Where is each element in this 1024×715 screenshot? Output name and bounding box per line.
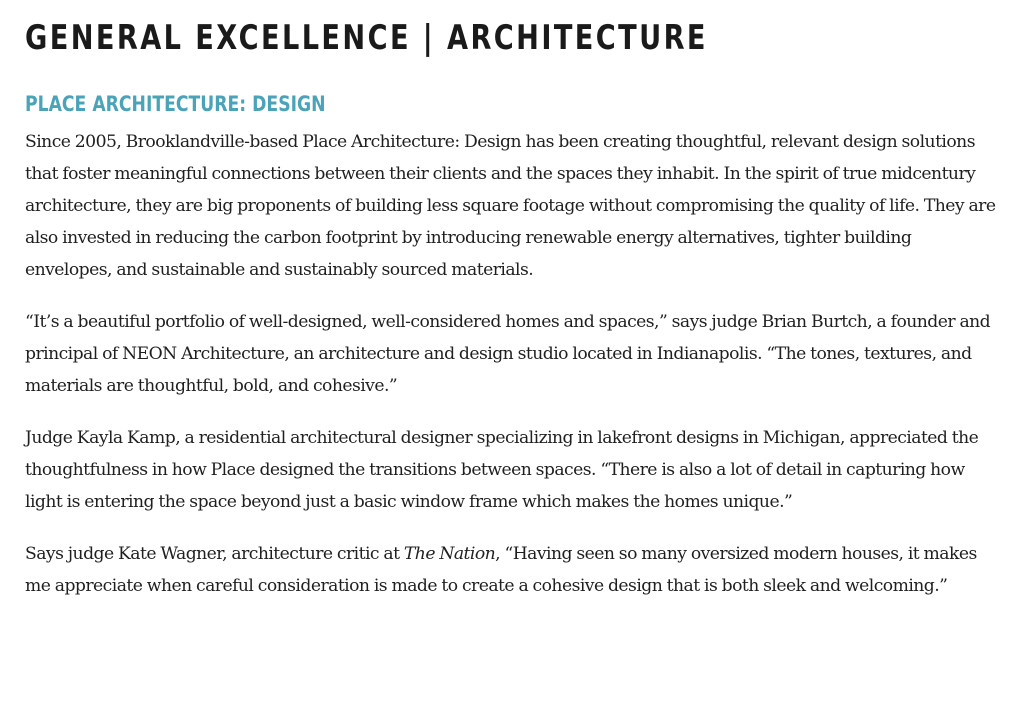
section-heading: PLACE ARCHITECTURE: DESIGN <box>25 92 326 116</box>
paragraph-quote-wagner-after: , “Having seen so many oversized modern houses, it makes me appreciate when careful consideration is made to create a cohesive design that is both sleek and welcoming.” <box>25 544 977 596</box>
paragraph-quote-kamp: Judge Kayla Kamp, a residential architectural designer specializing in lakefront designs in Michigan, appreciated the thoughtfulness in how Place designed the transitions between spaces. “There is also a lot of detail in capturing how light is entering the space beyond just a basic window frame which makes the homes unique.” <box>25 428 979 512</box>
paragraph-quote-wagner-before: Says judge Kate Wagner, architecture critic at <box>25 544 404 564</box>
paragraph-quote-burtch: “It’s a beautiful portfolio of well-designed, well-considered homes and spaces,” says judge Brian Burtch, a founder and principal of NEON Architecture, an architecture and design studio located in Indianapolis. “The tones, textures, and materials are thoughtful, bold, and cohesive.” <box>25 312 991 396</box>
article-body <box>25 126 1000 622</box>
paragraph-intro: Since 2005, Brooklandville-based Place Architecture: Design has been creating thoughtful, relevant design solutions that foster meaningful connections between their clients and the spaces they inhabit. In the spirit of true midcentury architecture, they are big proponents of building less square footage without compromising the quality of life. They are also invested in reducing the carbon footprint by introducing renewable energy alternatives, tighter building envelopes, and sustainable and sustainably sourced materials. <box>25 132 996 280</box>
paragraph-quote-wagner <box>25 538 1000 602</box>
publication-name: The Nation <box>403 544 496 564</box>
page-title: GENERAL EXCELLENCE | ARCHITECTURE <box>25 18 708 58</box>
